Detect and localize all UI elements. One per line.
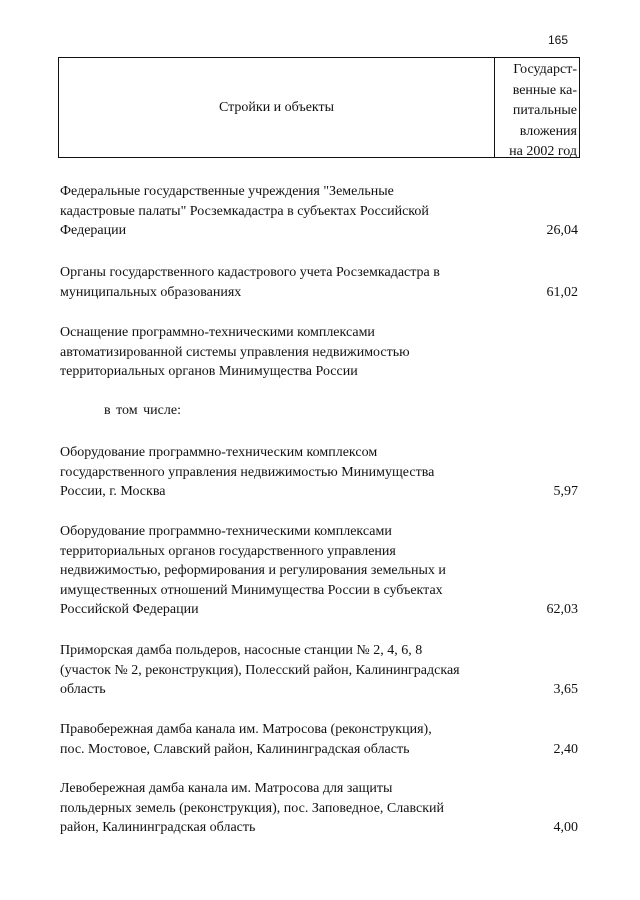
row-line: муниципальных образованиях — [60, 284, 242, 300]
subheading: в том числе: — [104, 403, 181, 418]
column-header-line: венные ка- — [512, 82, 577, 98]
column-header-line: вложения — [519, 123, 577, 139]
row-description — [60, 263, 500, 302]
row-line: пос. Мостовое, Славский район, Калининградская область — [60, 741, 410, 757]
row-value: 4,00 — [553, 820, 578, 835]
row-line: кадастровые палаты" Росземкадастра в субъектах Российской — [60, 203, 429, 219]
row-description — [60, 182, 500, 241]
column-header-investments — [495, 58, 579, 157]
row-description — [60, 720, 500, 759]
row-value: 2,40 — [553, 741, 578, 757]
row-line: Правобережная дамба канала им. Матросова (реконструкция), — [60, 722, 432, 737]
table-header — [58, 57, 580, 158]
column-header-line: на 2002 год — [509, 144, 577, 159]
row-line: Оборудование программно-техническими комплексами — [60, 524, 392, 539]
row-line: Приморская дамба польдеров, насосные станции № 2, 4, 6, 8 — [60, 643, 423, 658]
table-row — [60, 263, 580, 302]
row-line: территориальных органов государственного управления — [60, 543, 396, 559]
row-line: Оборудование программно-техническим комплексом — [60, 445, 378, 460]
row-line: России, г. Москва — [60, 484, 166, 499]
row-line: территориальных органов Минимущества России — [60, 364, 358, 379]
row-line: Оснащение программно-техническими комплексами — [60, 325, 375, 340]
row-description — [60, 641, 500, 700]
table-row — [60, 182, 580, 241]
column-header-objects: Стройки и объекты — [59, 58, 495, 157]
row-line: автоматизированной системы управления недвижимостью — [60, 344, 410, 360]
row-line: Федерации — [60, 223, 127, 238]
table-row — [60, 720, 580, 759]
column-header-line: Государст- — [513, 62, 577, 77]
table-row — [60, 323, 580, 382]
row-value: 62,03 — [546, 602, 578, 617]
table-row — [60, 779, 580, 838]
row-line: государственного управления недвижимостью Минимущества — [60, 464, 435, 480]
row-description — [60, 443, 500, 502]
row-line: Федеральные государственные учреждения "Земельные — [60, 184, 394, 199]
row-line: Левобережная дамба канала им. Матросова для защиты — [60, 781, 393, 796]
row-line: (участок № 2, реконструкция), Полесский район, Калининградская — [60, 662, 460, 678]
row-line: имущественных отношений Минимущества России в субъектах — [60, 582, 443, 598]
table-row — [60, 641, 580, 700]
row-line: польдерных земель (реконструкция), пос. Заповедное, Славский — [60, 800, 444, 816]
row-value: 26,04 — [546, 223, 578, 238]
row-description — [60, 779, 500, 838]
row-value: 5,97 — [553, 484, 578, 499]
row-line: недвижимостью, реформирования и регулирования земельных и — [60, 563, 446, 578]
page-number: 165 — [548, 33, 569, 47]
row-value: 61,02 — [546, 284, 578, 300]
row-line: область — [60, 682, 106, 697]
row-line: Органы государственного кадастрового учета Росземкадастра в — [60, 265, 440, 280]
row-description — [60, 522, 500, 620]
row-description — [60, 323, 500, 382]
column-header-line: питальные — [512, 103, 577, 118]
table-row — [60, 443, 580, 502]
row-line: Российской Федерации — [60, 602, 199, 617]
table-row — [60, 522, 580, 620]
row-line: район, Калининградская область — [60, 820, 256, 835]
row-value: 3,65 — [553, 682, 578, 697]
